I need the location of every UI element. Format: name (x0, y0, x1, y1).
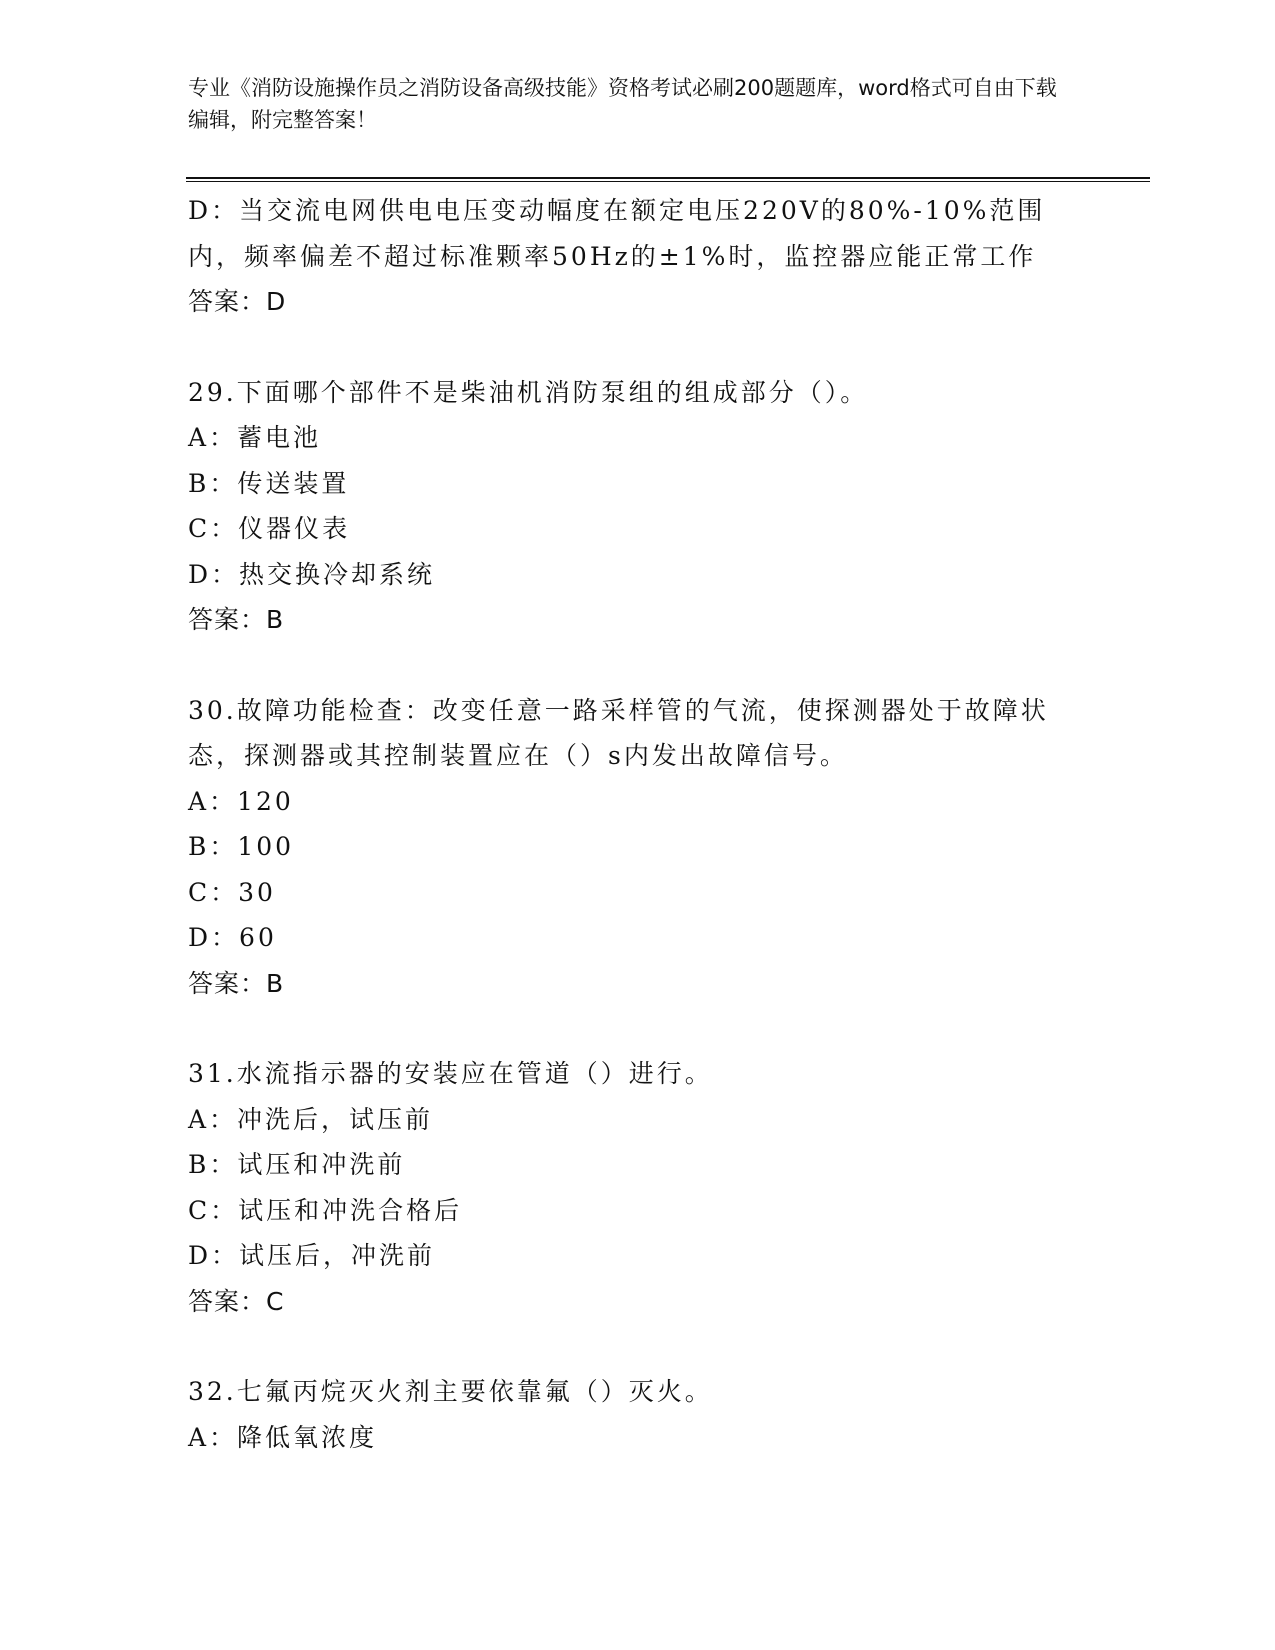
option-a: A：120 (188, 786, 294, 816)
option-b: B：100 (188, 832, 295, 861)
option-a: A：冲洗后，试压前 (188, 1104, 434, 1134)
option-a: A：降低氧浓度 (188, 1422, 378, 1452)
option-d: D：当交流电网供电电压变动幅度在额定电压220V的80%-10%范围内，频率偏差不超过标准颗率50Hz的±1%时，监控器应能正常工作 (188, 196, 1046, 271)
option-d: D：热交换冷却系统 (188, 559, 436, 589)
answer-line: 答案：B (188, 605, 285, 634)
answer-line: 答案：B (188, 968, 285, 998)
header-rule-thin (186, 181, 1150, 182)
header-rule-thick (186, 177, 1150, 179)
answer-line: 答案：C (188, 1286, 285, 1316)
spacer (188, 1006, 1088, 1051)
option-b: B：传送装置 (188, 468, 350, 498)
option-b: B：试压和冲洗前 (188, 1150, 406, 1179)
option-d: D：60 (188, 923, 277, 952)
answer-line: 答案：D (188, 287, 287, 316)
option-d: D：试压后，冲洗前 (188, 1241, 436, 1270)
spacer (188, 643, 1088, 688)
document-header: 专业《消防设施操作员之消防设备高级技能》资格考试必刷200题题库，word格式可自由下载编辑，附完整答案！ (188, 76, 1057, 132)
question-stem: 31.水流指示器的安装应在管道（）进行。 (188, 1059, 713, 1088)
question-stem: 30.故障功能检查：改变任意一路采样管的气流，使探测器处于故障状态，探测器或其控制装置应在（）s内发出故障信号。 (188, 695, 1049, 770)
spacer (188, 325, 1088, 370)
option-c: C：30 (188, 877, 276, 907)
question-stem: 32.七氟丙烷灭火剂主要依靠氟（）灭火。 (188, 1377, 713, 1406)
question-list (188, 188, 1088, 1460)
option-c: C：仪器仪表 (188, 514, 351, 543)
option-c: C：试压和冲洗合格后 (188, 1195, 463, 1225)
spacer (188, 1324, 1088, 1369)
option-a: A：蓄电池 (188, 423, 322, 452)
question-stem: 29.下面哪个部件不是柴油机消防泵组的组成部分（）。 (188, 377, 869, 407)
